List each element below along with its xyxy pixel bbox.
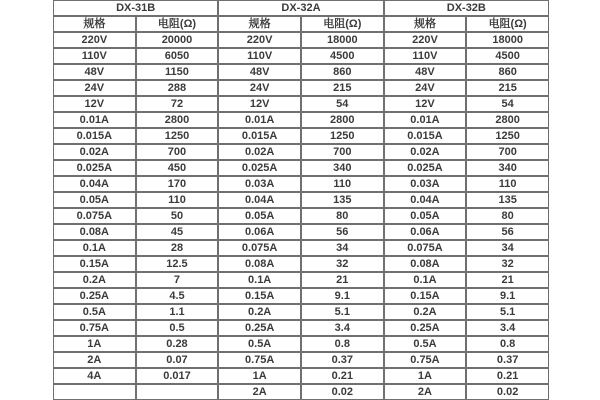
spec-cell: 0.025A (384, 160, 467, 176)
resistance-cell: 110 (301, 176, 384, 192)
spec-cell: 4A (53, 368, 136, 384)
spec-cell: 2A (384, 384, 467, 400)
resistance-cell: 54 (466, 96, 549, 112)
table-row (53, 384, 549, 400)
resistance-cell: 860 (466, 64, 549, 80)
resistance-cell: 215 (301, 80, 384, 96)
resistance-cell: 0.8 (466, 336, 549, 352)
table-row (53, 368, 549, 384)
resistance-cell: 288 (136, 80, 219, 96)
spec-cell: 0.06A (218, 224, 301, 240)
resistance-cell: 5.1 (466, 304, 549, 320)
column-header-row (53, 16, 549, 32)
resistance-cell: 0.02 (301, 384, 384, 400)
resistance-cell: 340 (301, 160, 384, 176)
table-row (53, 80, 549, 96)
spec-cell: 1A (53, 336, 136, 352)
spec-cell: 0.75A (384, 352, 467, 368)
spec-cell: 0.075A (384, 240, 467, 256)
group-header: DX-32A (218, 0, 383, 16)
resistance-cell: 54 (301, 96, 384, 112)
spec-cell (53, 384, 136, 400)
resistance-cell: 12.5 (136, 256, 219, 272)
spec-cell: 0.075A (53, 208, 136, 224)
spec-cell: 0.02A (53, 144, 136, 160)
spec-cell: 0.075A (218, 240, 301, 256)
resistance-cell: 6050 (136, 48, 219, 64)
spec-cell: 0.01A (53, 112, 136, 128)
spec-cell: 12V (218, 96, 301, 112)
spec-cell: 0.04A (218, 192, 301, 208)
resistance-cell: 32 (301, 256, 384, 272)
table-row (53, 304, 549, 320)
resistance-cell: 20000 (136, 32, 219, 48)
resistance-cell: 21 (301, 272, 384, 288)
spec-cell: 0.75A (218, 352, 301, 368)
spec-cell: 0.05A (218, 208, 301, 224)
resistance-cell: 1250 (301, 128, 384, 144)
resistance-cell: 3.4 (466, 320, 549, 336)
spec-cell: 0.15A (384, 288, 467, 304)
table-row (53, 320, 549, 336)
spec-cell: 24V (53, 80, 136, 96)
resistance-column-header: 电阻(Ω) (136, 16, 219, 32)
resistance-cell: 0.37 (301, 352, 384, 368)
resistance-cell: 18000 (301, 32, 384, 48)
table-row (53, 96, 549, 112)
table-row (53, 224, 549, 240)
spec-cell: 0.01A (384, 112, 467, 128)
resistance-cell: 860 (301, 64, 384, 80)
table-row (53, 272, 549, 288)
resistance-cell: 0.017 (136, 368, 219, 384)
resistance-cell: 7 (136, 272, 219, 288)
resistance-cell: 72 (136, 96, 219, 112)
spec-column-header: 规格 (53, 16, 136, 32)
spec-cell: 110V (53, 48, 136, 64)
resistance-cell: 5.1 (301, 304, 384, 320)
spec-cell: 0.15A (53, 256, 136, 272)
table-row (53, 192, 549, 208)
table-row (53, 240, 549, 256)
resistance-cell: 4.5 (136, 288, 219, 304)
resistance-cell: 0.21 (301, 368, 384, 384)
resistance-cell: 4500 (301, 48, 384, 64)
group-header: DX-31B (53, 0, 218, 16)
spec-cell: 1A (218, 368, 301, 384)
resistance-cell: 450 (136, 160, 219, 176)
resistance-cell: 700 (136, 144, 219, 160)
table-row (53, 256, 549, 272)
spec-cell: 0.2A (53, 272, 136, 288)
spec-cell: 2A (53, 352, 136, 368)
resistance-cell: 34 (301, 240, 384, 256)
resistance-cell: 0.07 (136, 352, 219, 368)
spec-cell: 0.2A (218, 304, 301, 320)
resistance-column-header: 电阻(Ω) (466, 16, 549, 32)
spec-cell: 0.015A (53, 128, 136, 144)
spec-cell: 48V (218, 64, 301, 80)
spec-cell: 0.02A (218, 144, 301, 160)
spec-cell: 0.03A (384, 176, 467, 192)
resistance-cell: 2800 (301, 112, 384, 128)
group-header: DX-32B (384, 0, 549, 16)
table-row (53, 144, 549, 160)
spec-cell: 0.03A (218, 176, 301, 192)
resistance-cell: 110 (466, 176, 549, 192)
resistance-cell: 45 (136, 224, 219, 240)
resistance-cell: 9.1 (301, 288, 384, 304)
table-row (53, 48, 549, 64)
spec-cell: 220V (218, 32, 301, 48)
table-row (53, 336, 549, 352)
spec-cell: 24V (384, 80, 467, 96)
spec-cell: 0.15A (218, 288, 301, 304)
spec-cell: 0.01A (218, 112, 301, 128)
table-row (53, 160, 549, 176)
spec-cell: 2A (218, 384, 301, 400)
table-row (53, 112, 549, 128)
spec-column-header: 规格 (384, 16, 467, 32)
spec-cell: 0.75A (53, 320, 136, 336)
resistance-cell: 110 (136, 192, 219, 208)
spec-cell: 0.1A (384, 272, 467, 288)
resistance-cell (136, 384, 219, 400)
resistance-cell: 1250 (466, 128, 549, 144)
spec-cell: 0.2A (384, 304, 467, 320)
spec-cell: 0.5A (218, 336, 301, 352)
resistance-cell: 215 (466, 80, 549, 96)
spec-cell: 110V (218, 48, 301, 64)
resistance-cell: 0.28 (136, 336, 219, 352)
spec-cell: 0.025A (218, 160, 301, 176)
resistance-cell: 80 (301, 208, 384, 224)
spec-cell: 24V (218, 80, 301, 96)
resistance-cell: 170 (136, 176, 219, 192)
resistance-cell: 0.02 (466, 384, 549, 400)
resistance-cell: 1150 (136, 64, 219, 80)
resistance-cell: 56 (466, 224, 549, 240)
spec-cell: 0.025A (53, 160, 136, 176)
spec-cell: 220V (384, 32, 467, 48)
resistance-cell: 28 (136, 240, 219, 256)
resistance-cell: 50 (136, 208, 219, 224)
spec-cell: 0.5A (384, 336, 467, 352)
spec-cell: 0.08A (384, 256, 467, 272)
spec-cell: 1A (384, 368, 467, 384)
resistance-cell: 135 (466, 192, 549, 208)
spec-cell: 12V (384, 96, 467, 112)
resistance-cell: 700 (301, 144, 384, 160)
relay-resistance-table (53, 0, 549, 400)
resistance-cell: 18000 (466, 32, 549, 48)
spec-cell: 0.05A (384, 208, 467, 224)
table-row (53, 288, 549, 304)
spec-cell: 48V (53, 64, 136, 80)
resistance-cell: 700 (466, 144, 549, 160)
spec-cell: 12V (53, 96, 136, 112)
spec-cell: 0.25A (218, 320, 301, 336)
resistance-cell: 80 (466, 208, 549, 224)
resistance-cell: 32 (466, 256, 549, 272)
resistance-cell: 340 (466, 160, 549, 176)
table-row (53, 128, 549, 144)
spec-cell: 0.06A (384, 224, 467, 240)
spec-cell: 0.25A (384, 320, 467, 336)
table-row (53, 32, 549, 48)
resistance-cell: 1.1 (136, 304, 219, 320)
resistance-cell: 56 (301, 224, 384, 240)
spec-cell: 220V (53, 32, 136, 48)
spec-cell: 48V (384, 64, 467, 80)
resistance-cell: 135 (301, 192, 384, 208)
resistance-cell: 0.37 (466, 352, 549, 368)
spec-cell: 0.25A (53, 288, 136, 304)
resistance-cell: 4500 (466, 48, 549, 64)
resistance-cell: 1250 (136, 128, 219, 144)
spec-cell: 0.05A (53, 192, 136, 208)
resistance-cell: 9.1 (466, 288, 549, 304)
resistance-column-header: 电阻(Ω) (301, 16, 384, 32)
spec-cell: 0.015A (384, 128, 467, 144)
table-row (53, 64, 549, 80)
resistance-cell: 3.4 (301, 320, 384, 336)
table-row (53, 176, 549, 192)
spec-cell: 0.08A (218, 256, 301, 272)
spec-cell: 0.08A (53, 224, 136, 240)
resistance-cell: 21 (466, 272, 549, 288)
table-row (53, 352, 549, 368)
resistance-cell: 0.5 (136, 320, 219, 336)
group-header-row (53, 0, 549, 16)
resistance-cell: 0.21 (466, 368, 549, 384)
resistance-cell: 0.8 (301, 336, 384, 352)
spec-column-header: 规格 (218, 16, 301, 32)
spec-cell: 0.02A (384, 144, 467, 160)
spec-cell: 0.04A (384, 192, 467, 208)
table-row (53, 208, 549, 224)
resistance-cell: 34 (466, 240, 549, 256)
spec-cell: 110V (384, 48, 467, 64)
spec-cell: 0.1A (53, 240, 136, 256)
spec-cell: 0.5A (53, 304, 136, 320)
resistance-cell: 2800 (466, 112, 549, 128)
spec-cell: 0.015A (218, 128, 301, 144)
spec-cell: 0.04A (53, 176, 136, 192)
spec-cell: 0.1A (218, 272, 301, 288)
resistance-cell: 2800 (136, 112, 219, 128)
